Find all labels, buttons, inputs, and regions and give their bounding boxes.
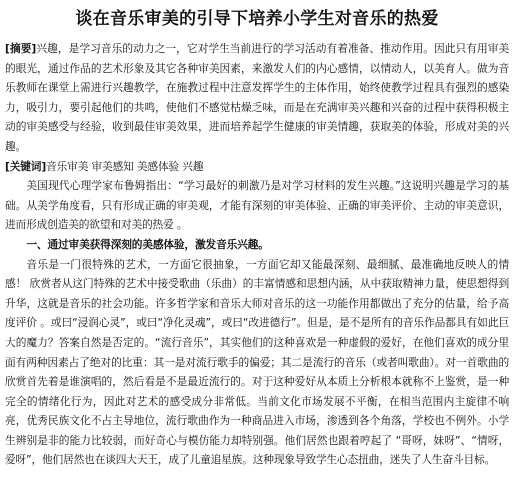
abstract-text: 兴趣，是学习音乐的动力之一，它对学生当前进行的学习活动有着准备、推动作用。因此只有用审美的眼光，通过作品的艺术形象及其它各种审美因素，来激发人们的内心感情，以情动人，以美育人。做为音乐教师在课堂上需进行兴趣教学，在施教过程中注意发挥学生的主体作用，始终使教学过程具有强烈的感染力，吸引力，要引起他们的共鸣，使他们不感觉枯燥乏味，而是在充满审美兴趣和兴奋的过程中获得积极主动的审美感受与经验，收到最佳审美效果，进而培养起学生健康的审美情趣，获取美的体验，形成对美的兴趣。 xyxy=(5,42,509,153)
section-heading: 一、通过审美获得深刻的美感体验，激发音乐兴趣。 xyxy=(26,237,269,251)
keywords-paragraph xyxy=(5,157,509,177)
abstract-paragraph xyxy=(5,39,509,157)
document-title: 谈在音乐审美的引导下培养小学生对音乐的热爱 xyxy=(75,9,439,29)
body-paragraph: 音乐是一门很特殊的艺术，一方面它很抽象，一方面它却又能最深刻、最细腻、最准确地反映人的情感！ 欣赏者从这门特殊的艺术中接受歌曲（乐曲）的丰富情感和思想内涵，从中获取精神力量，使思想得到升华，这就是音乐的社会功能。许多哲学家和音乐大师对音乐的这一功能作用都做出了充分的估量，给予高度评价 。或曰“浸润心灵”，或曰“净化灵魂”，或曰“改进德行”。但是，是不是所有的音乐作品都具有如此巨大的魔力？答案自然是否定的。“流行音乐”，其实他们的这种喜欢是一种虚假的爱好，在他们喜欢的成分里面有两种因素占了绝对的比重：其一是对流行歌手的偏爱；其二是流行的音乐（或者叫歌曲）。对一首歌曲的欣赏首先着是谁演唱的，然后看是不是最近流行的。对于这种爱好从本质上分析根本就称不上鉴赏，是一种完全的情绪化行为，因此对艺术的感受成分非常低。当前文化市场发展不平衡，在相当范围内主旋律不响亮，优秀民族文化不占主导地位，流行歌曲作为一种商品进入市场，渗透到各个角落，学校也不例外。小学生辨别是非的能力比较弱，而好奇心与模仿能力却特别强。他们居然也跟着哼起了 “哥呀，妹呀”、“情呀，爱呀”，他们居然也在谈四大天王，成了儿童追星族。这种现象导致学生心态扭曲，迷失了人生奋斗目标。 xyxy=(5,257,509,467)
intro-paragraph: 美国现代心理学家布鲁姆指出：“学习最好的刺激乃是对学习材料的发生兴趣。”这说明兴趣是学习的基础。从美学角度看，只有形成正确的审美观，才能有深刻的审美体验、正确的审美评价、主动的审美意识，进而形成创造美的欲望和对美的热爱 。 xyxy=(5,179,509,232)
keywords-tag: [关键词] xyxy=(5,159,47,173)
keywords-text: 音乐审美 审美感知 美感体验 兴趣 xyxy=(46,159,204,173)
abstract-tag: [摘要] xyxy=(5,42,37,55)
